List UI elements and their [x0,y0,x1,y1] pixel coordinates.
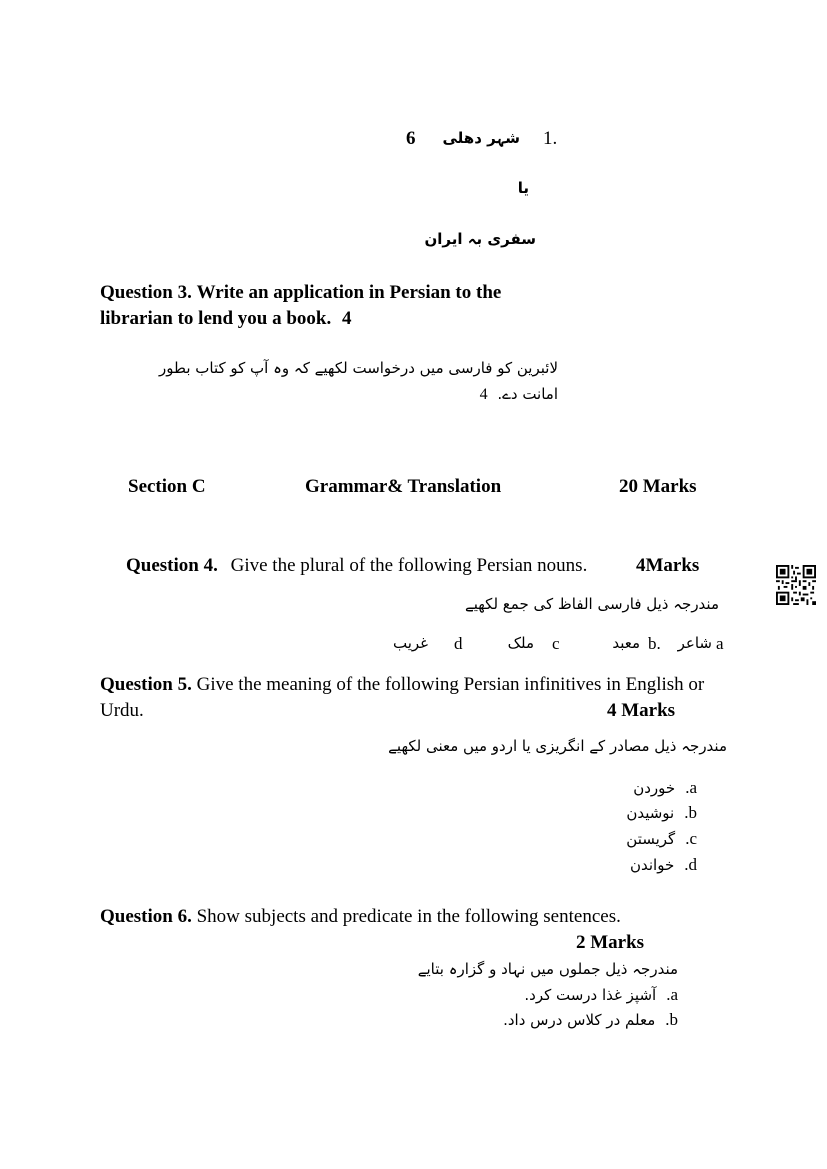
q5-item-b [626,803,697,823]
q4-item-d-letter: d [454,634,463,653]
q6-item-a [524,985,678,1005]
q3-urdu-marks: 4 [479,386,488,403]
q3-line1 [100,282,501,304]
q4-item-a-word: شاعر [677,634,712,652]
q5-text-line2: Urdu. [100,700,144,721]
q3-text-line2: librarian to lend you a book. [100,308,332,329]
q5-item-d [630,855,697,875]
q5-line1 [100,674,704,696]
q6-line1 [100,906,621,928]
q4-header [126,555,587,577]
q6-item-a-letter: .a [666,985,678,1004]
q3-urdu-line2-row [480,385,558,404]
q6-marks: 2 Marks [576,932,645,953]
q4-item-b-letter: b. [648,634,661,653]
q5-item-d-word: خواندن [629,856,675,874]
q6-urdu-instruction: مندرجہ ذیل جملوں میں نہاد و گزارہ بتایے [417,960,678,978]
q5-item-a-letter: .a [685,778,697,797]
q4-item-c-letter: c [552,634,560,653]
essay-number: 1. [543,128,558,149]
q6-label: Question 6. [100,906,192,927]
q6-item-a-sentence: آشپز غذا درست کرد. [524,986,657,1004]
q6-item-b-sentence: معلم در کلاس درس داد. [503,1011,656,1029]
q6-item-b-letter: .b [665,1010,678,1029]
q4-marks: 4Marks [636,555,700,576]
q3-line2 [100,308,351,330]
q5-text-line1: Give the meaning of the following Persian infinitives in English or [196,674,705,695]
essay-marks: 6 [406,128,416,149]
q3-urdu-line2: امانت دے. [497,385,558,403]
q4-item-b-word: معبد [612,634,640,652]
q3-marks: 4 [341,308,352,329]
q5-item-a [633,778,697,798]
section-c-marks: 20 Marks [619,476,697,497]
q5-label: Question 5. [100,674,192,695]
section-c-title: Grammar& Translation [305,476,502,497]
q6-text: Show subjects and predicate in the following sentences. [196,906,621,927]
q5-item-c [626,829,697,849]
q6-item-b [503,1010,678,1030]
q4-item-c-word: ملک [507,634,534,652]
q4-label: Question 4. [126,555,218,576]
q5-item-a-word: خوردن [633,779,676,797]
q3-label: Question 3. [100,282,192,303]
q5-item-d-letter: .d [684,855,697,874]
q4-urdu-instruction: مندرجہ ذیل فارسی الفاظ کی جمع لکھیے [464,595,719,613]
or-word: یا [517,179,529,197]
essay-title: شہر دھلی [442,129,520,147]
q3-text-line1: Write an application in Persian to the [196,282,502,303]
alt-essay-title: سفری بہ ایران [424,230,536,248]
q5-item-b-letter: .b [684,803,697,822]
section-c-name: Section C [128,476,206,497]
q5-item-c-letter: .c [685,829,697,848]
q5-item-b-word: نوشیدن [626,804,675,822]
q4-item-d-word: غریب [392,634,428,652]
q5-marks: 4 Marks [607,700,676,721]
q5-urdu-instruction: مندرجہ ذیل مصادر کے انگریزی یا اردو میں معنی لکھیے [388,737,727,755]
q5-item-c-word: گریستن [626,830,676,848]
qr-code [776,565,816,605]
q4-item-a-letter: a [716,634,724,653]
q4-text: Give the plural of the following Persian nouns. [230,555,588,576]
q3-urdu-line1: لائبرین کو فارسی میں درخواست لکھیے کہ وہ آپ کو کتاب بطور [159,359,558,377]
